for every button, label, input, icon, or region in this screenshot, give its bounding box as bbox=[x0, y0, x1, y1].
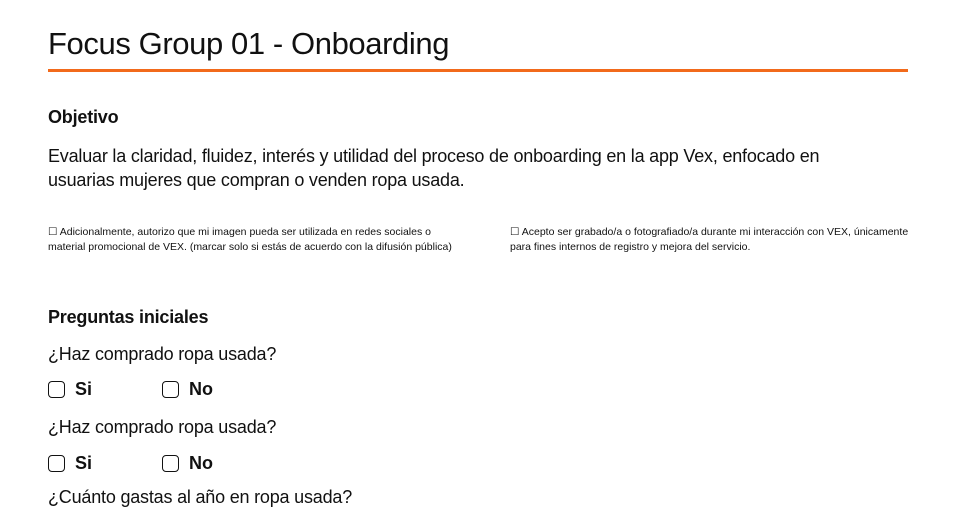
consent-recording[interactable]: ☐ Acepto ser grabado/a o fotografiado/a durante mi interacción con VEX, únicamente para fines internos de registro y mejora del servicio. bbox=[510, 226, 909, 253]
question-2: ¿Haz comprado ropa usada? bbox=[48, 417, 277, 437]
question-1-options bbox=[48, 378, 348, 402]
checkbox-icon[interactable] bbox=[48, 455, 65, 472]
question-1: ¿Haz comprado ropa usada? bbox=[48, 344, 277, 364]
option-label: Si bbox=[75, 378, 93, 399]
question-1-option-si[interactable] bbox=[48, 378, 92, 400]
objective-heading: Objetivo bbox=[48, 107, 119, 127]
option-label: No bbox=[189, 452, 213, 473]
option-label: No bbox=[189, 378, 213, 399]
checkbox-icon[interactable] bbox=[48, 381, 65, 398]
question-3: ¿Cuánto gastas al año en ropa usada? bbox=[48, 487, 353, 507]
document-page bbox=[48, 0, 909, 507]
objective-text: Evaluar la claridad, fluidez, interés y utilidad del proceso de onboarding en la app Vex, enfocado en usuarias mujeres que compran o venden ropa usada. bbox=[48, 146, 820, 190]
question-2-option-no[interactable] bbox=[162, 452, 213, 474]
title-divider bbox=[48, 69, 908, 72]
option-label: Si bbox=[75, 452, 93, 473]
checkbox-icon[interactable] bbox=[162, 455, 179, 472]
question-1-option-no[interactable] bbox=[162, 378, 213, 400]
document-title: Focus Group 01 - Onboarding bbox=[48, 26, 450, 61]
question-2-option-si[interactable] bbox=[48, 452, 92, 474]
question-2-options bbox=[48, 452, 348, 476]
consent-image-usage[interactable]: ☐ Adicionalmente, autorizo que mi imagen pueda ser utilizada en redes sociales o material promocional de VEX. (marcar solo si estás de acuerdo con la difusión pública) bbox=[48, 226, 452, 253]
checkbox-icon[interactable] bbox=[162, 381, 179, 398]
initial-questions-heading: Preguntas iniciales bbox=[48, 307, 209, 327]
